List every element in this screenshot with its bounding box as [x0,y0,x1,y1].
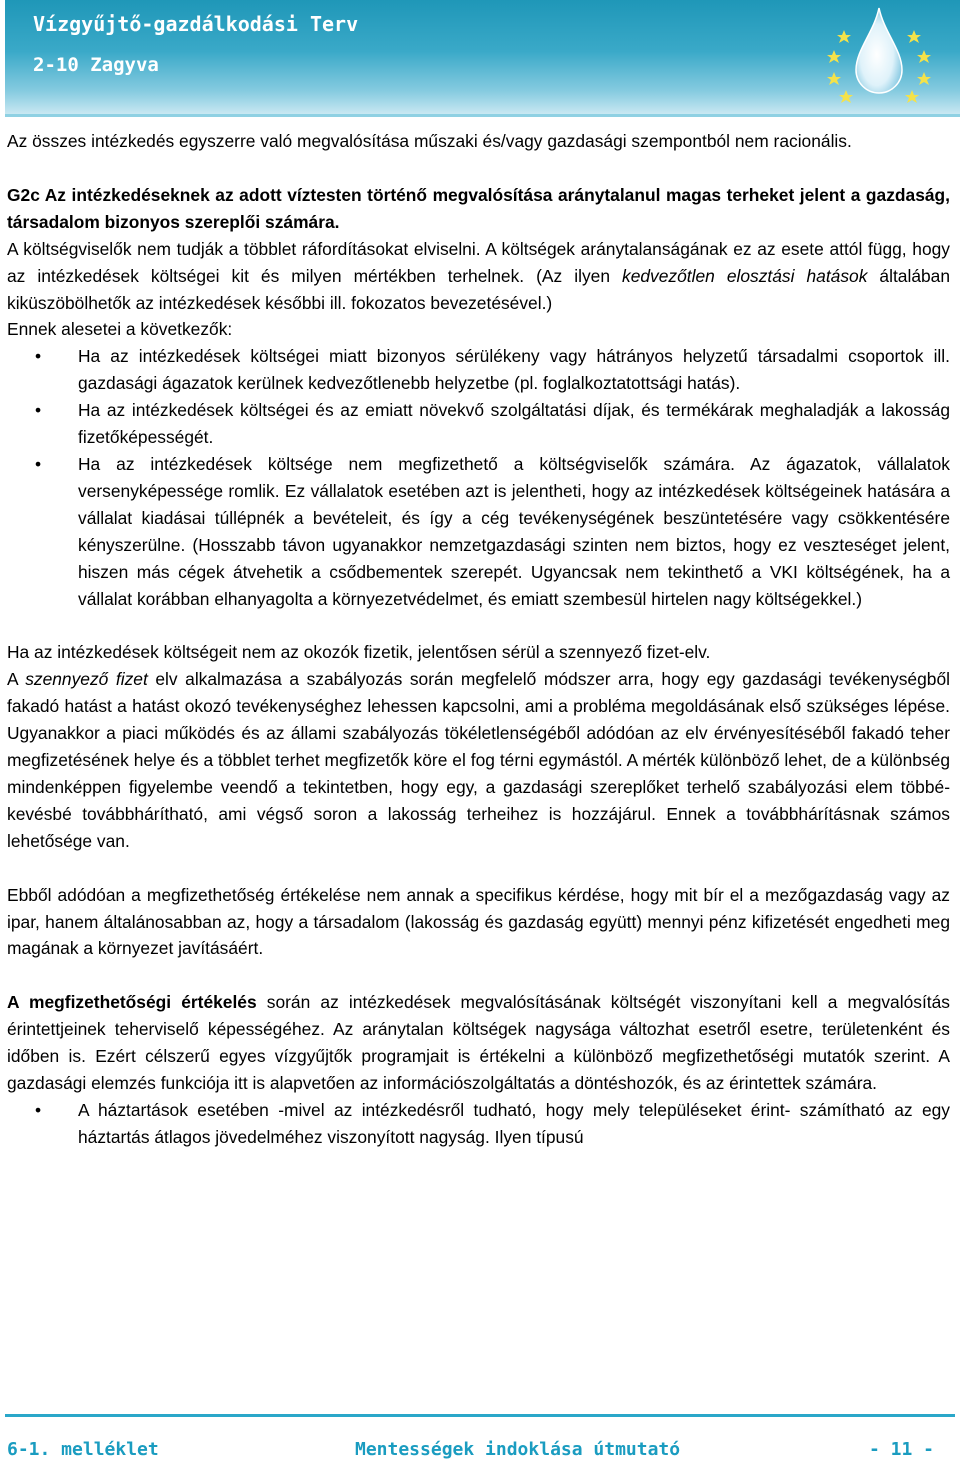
header-title: Vízgyűjtő-gazdálkodási Terv [33,12,359,36]
cases-intro: Ennek alesetei a következők: [7,319,233,340]
pp-rest: elv alkalmazása a szabályozás során megfelelő módszer arra, hogy egy gazdasági tevékenységből fakadó hatást a hatást okozó tevékenységhez lehessen kapcsolni, ami a probléma megoldásának első szükséges lépése. Ugyanakkor a piaci működés és az állami szabályozás tökéletlenségéből adódóan az elv érvényesítéséből fakadó teher megfizetésének helye és a többlet terhet megfizetők köre el fog térni egymástól. A mérték különböző lehet, de a különbség mindenképpen figyelembe veendő a tekintetben, hogy egy, a gazdasági szereplőket terhelő szabályozási elem többé-kevésbé továbbhárítható, ami végső soron a lakosság terheihez is hozzájárul. Ennek a továbbhárításnak számos lehetősége van. [7,669,950,851]
eu-stars-water-drop-logo-icon [804,2,954,114]
polluter-paragraph: Ha az intézkedések költségeit nem az okozók fizetik, jelentősen sérül a szennyező fizet-elv. [7,642,711,663]
document-body [7,128,950,1151]
footer-divider [5,1414,955,1417]
page-footer [0,1433,960,1467]
footer-annex-label: 6-1. melléklet [7,1439,159,1460]
list-item: • A háztartások esetében -mivel az intézkedésről tudható, hogy mely településeket érint- számítható az egy háztartás átlagos jövedelméhez viszonyított nagyság. Ilyen típusú [7,1097,950,1151]
pp-prefix: A [7,669,26,690]
cases-list [7,343,950,612]
polluter-pays-paragraph [7,666,950,854]
g2c-text-a: A költségviselők nem tudják a többlet ráfordításokat elviselni. A költségek aránytalanságának ez az esete attól függ, hogy az intézkedések költségei kit és milyen mértékben terhelnek. (Az ilyen [7,238,950,286]
affordability-paragraph [7,989,950,1097]
list-item: • Ha az intézkedések költségei miatt bizonyos sérülékeny vagy hátrányos helyzetű társadalmi csoportok ill. gazdasági ágazatok kerülnek kedvezőtlenebb helyzetbe (pl. foglalkoztatottsági hatás). [7,343,950,397]
page-number: - 11 - [868,1439,934,1460]
ebbol-paragraph: Ebből adódóan a megfizethetőség értékelése nem annak a specifikus kérdése, hogy mit bír el a mezőgazdaság vagy az ipar, hanem általánosabban az, hogy a társadalom (lakosság és gazdaság együtt) mennyi pénz kifizetését engedheti meg magának a környezet javításáért. [7,884,950,959]
list-item: • Ha az intézkedések költségei és az emiatt növekvő szolgáltatási díjak, és termékárak meghaladják a lakosság fizetőképességét. [7,397,950,451]
affordability-rest: során az intézkedések megvalósításának költségét viszonyítani kell a megvalósítás érintettjeinek teherviselő képességéhez. Az aránytalan költségek nagysága változhat esetről esetre, területenként és időben is. Ezért célszerű egyes vízgyűjtők programjait is értékelni a különböző megfizethetőségi mutatók szerint. A gazdasági elemzés funkciója itt is alapvetően az információszolgáltatás a döntéshozók, és az érintettek számára. [7,992,950,1094]
intro-paragraph: Az összes intézkedés egyszerre való megvalósítása műszaki és/vagy gazdasági szempontból nem racionális. [7,131,852,151]
pp-italic-text: szennyező fizet [25,669,148,690]
page-header [5,0,960,117]
header-subtitle: 2-10 Zagyva [33,54,159,76]
g2c-bold-text: G2c Az intézkedéseknek az adott víztesten történő megvalósítása aránytalanul magas terheket jelent a gazdaság, társadalom bizonyos szereplői számára. [7,184,950,232]
footer-guide-title: Mentességek indoklása útmutató [355,1439,681,1460]
g2c-paragraph [7,236,950,317]
household-list [7,1097,950,1151]
g2c-italic-text: kedvezőtlen elosztási hatások [622,265,868,286]
g2c-text-b: általában kiküszöbölhetők az intézkedések későbbi ill. fokozatos bevezetésével.) [7,265,951,313]
affordability-bold-text: A megfizethetőségi értékelés [7,992,257,1013]
g2c-heading [7,182,950,236]
list-item: • Ha az intézkedések költsége nem megfizethető a költségviselők számára. Az ágazatok, vállalatok versenyképessége romlik. Ez vállalatok esetében azt is jelentheti, hogy az intézkedések költségeinek hatására a vállalat kiadásai túllépnék a bevételeit, és így a cég tevékenységének beszüntetésére vagy csökkentésére kényszerülne. (Hosszabb távon ugyanakkor nemzetgazdasági szinten nem biztos, hogy ez veszteséget jelent, hiszen más cégek átvehetik a csődbementek szerepét. Ugyancsak nem tekinthető a VKI költségének, ha a vállalat korábban elhanyagolta a környezetvédelmet, és emiatt szembesül hirtelen nagy költségekkel.) [7,451,950,612]
